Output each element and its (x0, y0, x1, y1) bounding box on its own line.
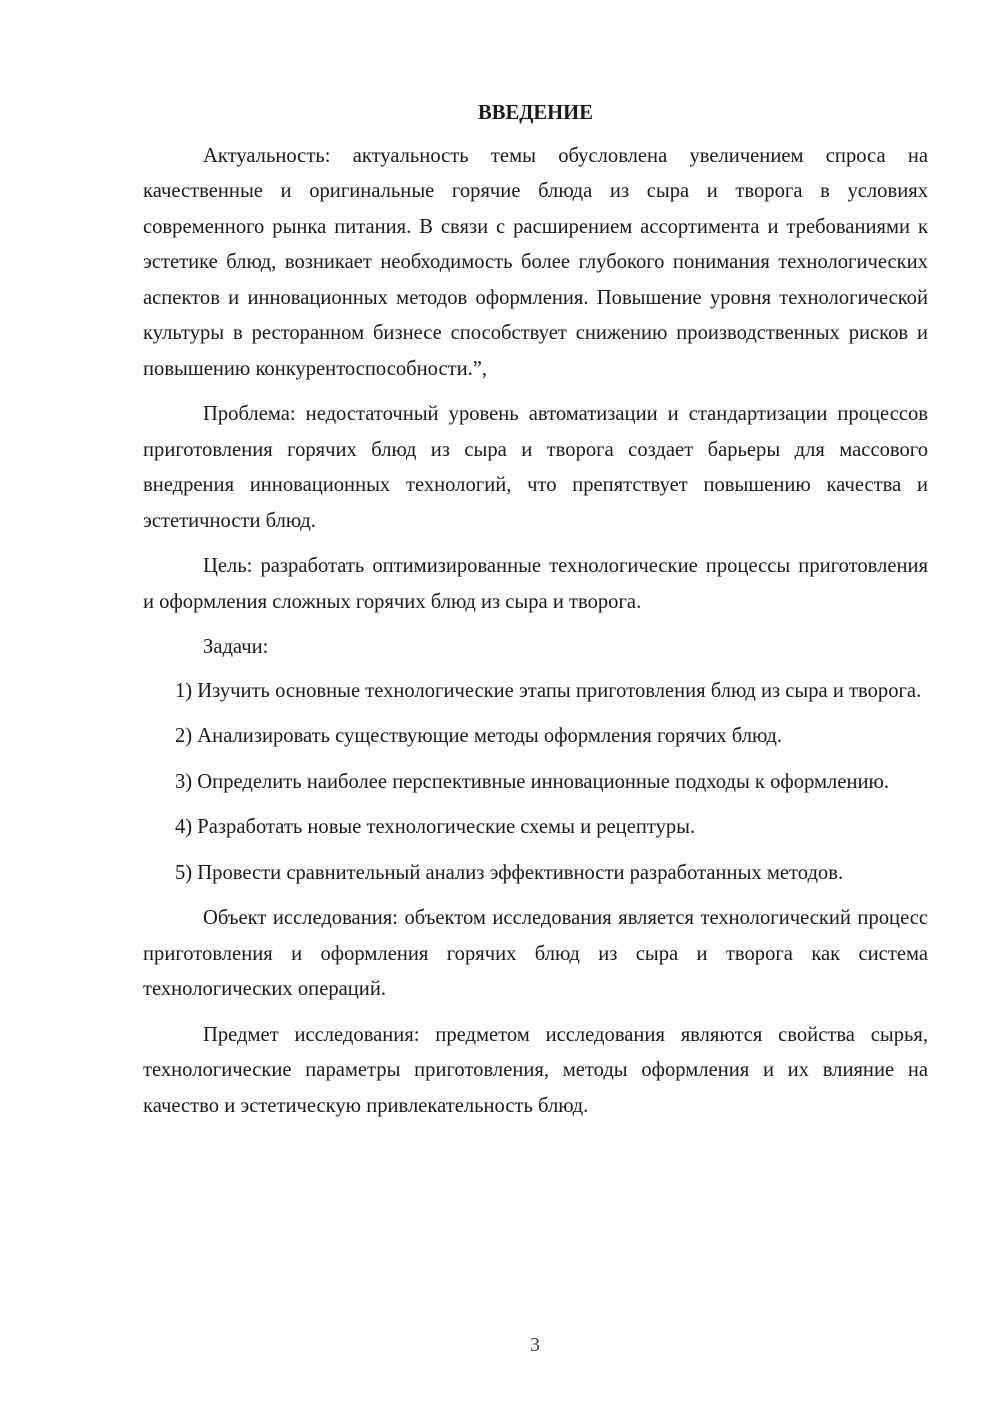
task-item: 5) Провести сравнительный анализ эффективности разработанных методов. (175, 861, 844, 884)
tasks-heading: Задачи: (203, 636, 269, 658)
problem-paragraph: Проблема: недостаточный уровень автоматизации и стандартизации процессов приготовления горячих блюд из сыра и творога создает барьеры для массового внедрения инновационных технологий, что препятствует повышению качества и эстетичности блюд. (143, 403, 928, 532)
subject-paragraph: Предмет исследования: предметом исследования являются свойства сырья, технологические параметры приготовления, методы оформления и их влияние на качество и эстетическую привлекательность блюд. (143, 1023, 928, 1117)
document-page (143, 96, 928, 1134)
page-title: ВВЕДЕНИЕ (478, 102, 593, 124)
relevance-paragraph: Актуальность: актуальность темы обусловлена увеличением спроса на качественные и оригинальные горячие блюда из сыра и творога в условиях современного рынка питания. В связи с расширением ассортимента и требованиями к эстетике блюд, возникает необходимость более глубокого понимания технологических аспектов и инновационных методов оформления. Повышение уровня технологической культуры в ресторанном бизнесе способствует снижению производственных рисков и повышению конкурентоспособности.”, (143, 144, 928, 380)
tasks-list (143, 674, 928, 892)
page-number: 3 (530, 1334, 540, 1356)
task-item: 2) Анализировать существующие методы оформления горячих блюд. (175, 725, 782, 747)
goal-paragraph: Цель: разработать оптимизированные технологические процессы приготовления и оформления сложных горячих блюд из сыра и творога. (143, 555, 928, 613)
task-item: 4) Разработать новые технологические схемы и рецептуры. (175, 816, 696, 838)
task-item: 1) Изучить основные технологические этапы приготовления блюд из сыра и творога. (175, 679, 922, 702)
object-paragraph: Объект исследования: объектом исследования является технологический процесс приготовления и оформления горячих блюд из сыра и творога как система технологических операций. (143, 907, 928, 1000)
task-item: 3) Определить наиболее перспективные инновационные подходы к оформлению. (175, 770, 890, 793)
